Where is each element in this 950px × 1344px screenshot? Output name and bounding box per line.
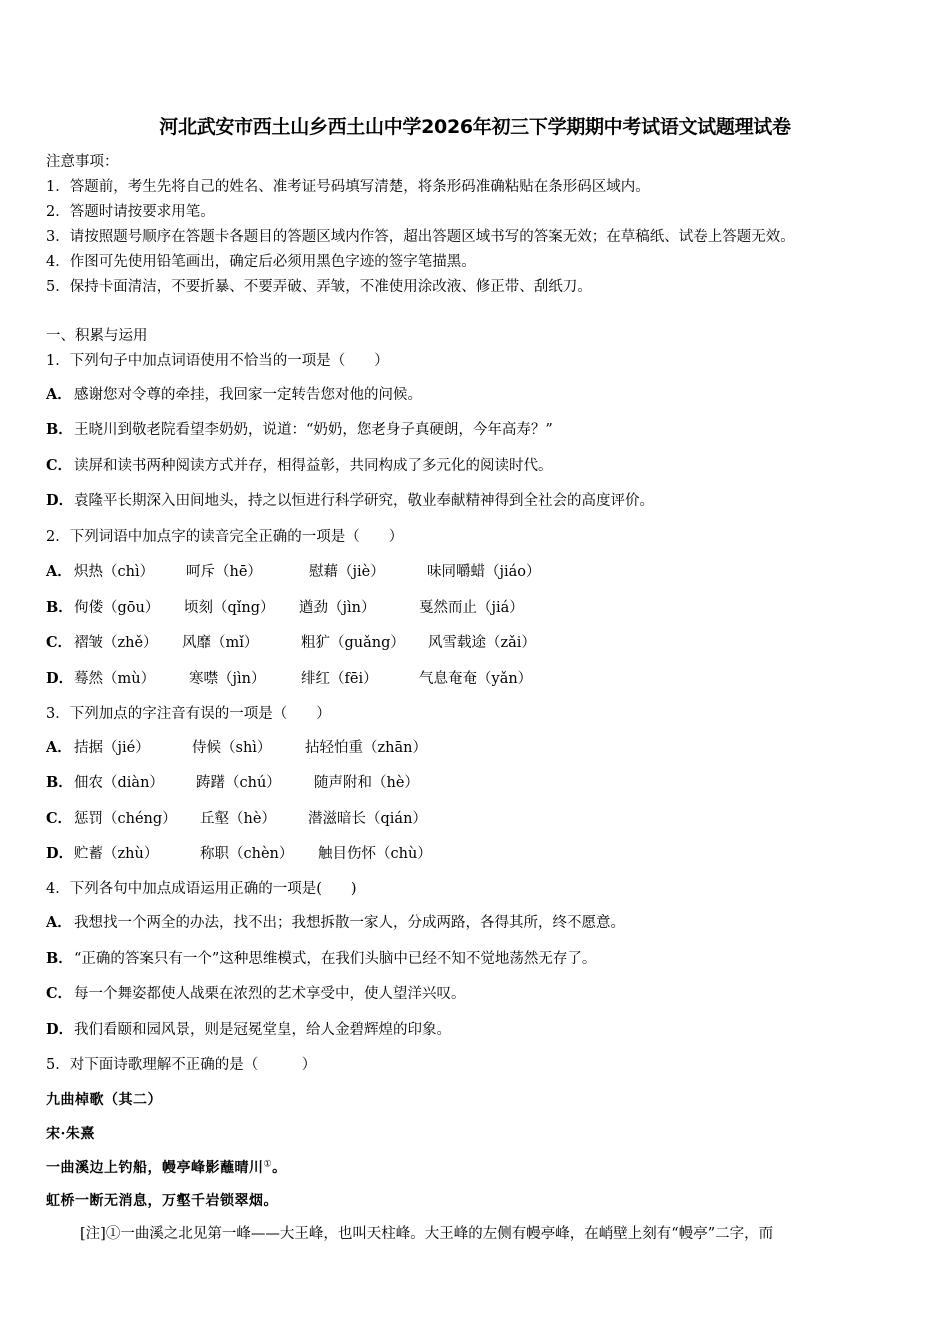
q2-option-b — [46, 598, 524, 618]
notice-item: 3．请按照题号顺序在答题卡各题目的答题区域内作答，超出答题区域书写的答案无效；在草稿纸、试卷上答题无效。 — [46, 229, 795, 245]
word-item: 贮蓄（zhù） — [74, 846, 159, 862]
option-label: C． — [46, 985, 73, 1002]
option-label: A． — [46, 914, 72, 931]
poem-line-punct: 。 — [272, 1160, 287, 1176]
q3-option-d — [46, 844, 432, 864]
word-item: 气息奄奄（yǎn） — [419, 671, 533, 687]
word-item: 顷刻（qǐng） — [184, 600, 275, 616]
q3-option-b — [46, 773, 419, 793]
option-label: B． — [46, 599, 73, 616]
word-item: 称职（chèn） — [200, 846, 294, 862]
option-text: 王晓川到敬老院看望李奶奶，说道：“奶奶，您老身子真硬朗，今年高寿？” — [74, 422, 553, 438]
word-item: 丘壑（hè） — [200, 811, 276, 827]
option-text: 我们看颐和园风景，则是冠冕堂皇，给人金碧辉煌的印象。 — [74, 1022, 451, 1038]
option-text: “正确的答案只有一个”这种思维模式，在我们头脑中已经不知不觉地荡然无存了。 — [74, 951, 597, 967]
question-4-stem: 4．下列各句中加点成语运用正确的一项是( ) — [46, 881, 357, 897]
poem-line: 虹桥一断无消息，万壑千岩锁翠烟。 — [46, 1193, 278, 1209]
page-title: 河北武安市西土山乡西土山中学2026年初三下学期期中考试语文试题理试卷 — [159, 116, 791, 138]
option-label: B． — [46, 774, 73, 791]
word-item: 味同嚼蜡（jiáo） — [427, 564, 541, 580]
option-text: 袁隆平长期深入田间地头，持之以恒进行科学研究，敬业奉献精神得到全社会的高度评价。 — [74, 493, 654, 509]
q1-option-b — [46, 420, 553, 440]
question-3-stem: 3．下列加点的字注音有误的一项是（ ） — [46, 706, 331, 722]
notice-item: 2．答题时请按要求用笔。 — [46, 204, 215, 220]
q1-option-a — [46, 385, 422, 405]
section-heading: 一、积累与运用 — [46, 328, 148, 344]
word-item: 遒劲（jìn） — [299, 600, 376, 616]
option-label: B． — [46, 421, 73, 438]
option-label: A． — [46, 563, 72, 580]
option-label: C． — [46, 810, 73, 827]
q4-option-d — [46, 1020, 451, 1040]
word-item: 触目伤怀（chù） — [318, 846, 432, 862]
q4-option-a — [46, 913, 625, 933]
word-item: 随声附和（hè） — [314, 775, 419, 791]
q1-option-c — [46, 456, 553, 476]
option-label: A． — [46, 386, 72, 403]
word-item: 炽热（chì） — [74, 564, 155, 580]
option-text: 读屏和读书两种阅读方式并存，相得益彰，共同构成了多元化的阅读时代。 — [74, 458, 553, 474]
q2-option-a — [46, 562, 541, 582]
poem-note: [注]①一曲溪之北见第一峰——大王峰，也叫天柱峰。大王峰的左侧有幔亭峰，在峭壁上刻有“幔亭”二字，而 — [80, 1226, 774, 1242]
option-text: 每一个舞姿都使人战栗在浓烈的艺术享受中，使人望洋兴叹。 — [74, 986, 466, 1002]
option-label: D． — [46, 845, 74, 862]
word-item: 拈轻怕重（zhān） — [305, 740, 427, 756]
option-text: 我想找一个两全的办法，找不出；我想拆散一家人，分成两路，各得其所，终不愿意。 — [74, 915, 625, 931]
q2-option-c — [46, 633, 536, 653]
word-item: 蓦然（mù） — [74, 671, 156, 687]
word-item: 呵斥（hē） — [186, 564, 262, 580]
option-label: C． — [46, 634, 73, 651]
word-item: 褶皱（zhě） — [74, 635, 158, 651]
notice-item: 5．保持卡面清洁，不要折暴、不要弄破、弄皱，不准使用涂改液、修正带、刮纸刀。 — [46, 279, 592, 295]
option-text: 感谢您对令尊的牵挂，我回家一定转告您对他的问候。 — [74, 387, 422, 403]
question-5-stem: 5．对下面诗歌理解不正确的是（ ） — [46, 1057, 317, 1073]
word-item: 戛然而止（jiá） — [419, 600, 524, 616]
word-item: 潜滋暗长（qián） — [308, 811, 427, 827]
word-item: 寒噤（jìn） — [189, 671, 266, 687]
poem-author: 宋·朱熹 — [46, 1126, 95, 1142]
q4-option-c — [46, 984, 466, 1004]
word-item: 佝偻（gōu） — [74, 600, 160, 616]
word-item: 风靡（mǐ） — [182, 635, 259, 651]
option-label: D． — [46, 1021, 74, 1038]
word-item: 佃农（diàn） — [74, 775, 164, 791]
q3-option-a — [46, 738, 427, 758]
question-2-stem: 2．下列词语中加点字的读音完全正确的一项是（ ） — [46, 529, 404, 545]
word-item: 粗犷（guǎng） — [301, 635, 405, 651]
poem-line-text: 一曲溪边上钓船，幔亭峰影蘸晴川 — [46, 1160, 264, 1176]
option-label: C． — [46, 457, 73, 474]
q1-option-d — [46, 491, 654, 511]
word-item: 惩罚（chéng） — [74, 811, 177, 827]
word-item: 绯红（fēi） — [301, 671, 378, 687]
word-item: 慰藉（jiè） — [309, 564, 385, 580]
option-label: B． — [46, 950, 73, 967]
word-item: 踌躇（chú） — [196, 775, 281, 791]
option-label: A． — [46, 739, 72, 756]
poem-line — [46, 1157, 287, 1177]
notice-item: 4．作图可先使用铅笔画出，确定后必须用黑色字迹的签字笔描黑。 — [46, 254, 476, 270]
word-item: 风雪载途（zǎi） — [428, 635, 536, 651]
footnote-marker: ① — [263, 1159, 273, 1170]
q2-option-d — [46, 669, 532, 689]
option-label: D． — [46, 670, 74, 687]
question-1-stem: 1．下列句子中加点词语使用不恰当的一项是（ ） — [46, 353, 389, 369]
option-label: D． — [46, 492, 74, 509]
poem-title: 九曲棹歌（其二） — [46, 1092, 162, 1108]
notice-item: 1．答题前，考生先将自己的姓名、准考证号码填写清楚，将条形码准确粘贴在条形码区域内。 — [46, 179, 650, 195]
notice-heading: 注意事项： — [46, 154, 119, 170]
q3-option-c — [46, 809, 427, 829]
q4-option-b — [46, 949, 596, 969]
word-item: 拮据（jié） — [74, 740, 150, 756]
word-item: 侍候（shì） — [192, 740, 272, 756]
